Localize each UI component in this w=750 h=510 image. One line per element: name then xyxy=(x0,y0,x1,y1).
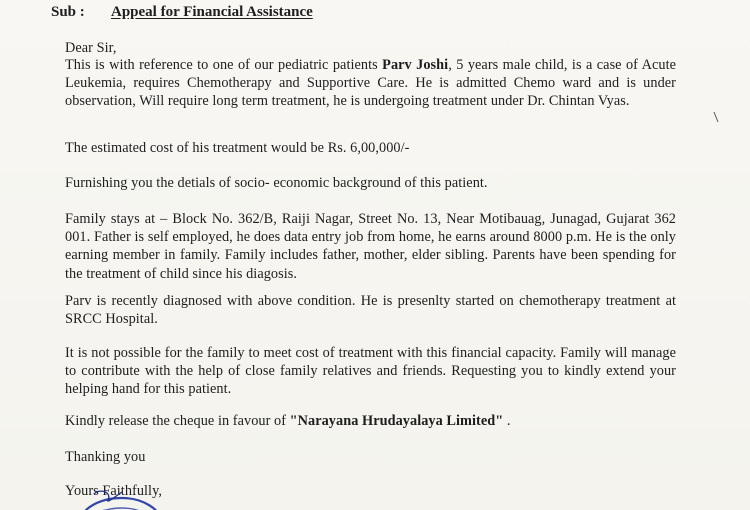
subject-text: Appeal for Financial Assistance xyxy=(111,4,313,20)
subject-line xyxy=(51,4,313,21)
hospital-stamp xyxy=(70,486,170,510)
patient-details-text: , 5 years male child, is a case of Acute Leukemia, requires Chemotherapy and Supportive Care. He is admitted Chemo ward and is under observation, Will require long term treatment, he is undergoing treatment under Dr. Chintan Vyas. xyxy=(65,57,676,110)
family-paragraph: Family stays at – Block No. 362/B, Raiji Nagar, Street No. 13, Near Motibauag, Junagad, Gujarat 362 001. Father is self employed, he does data entry job from home, he earns around 8000 p.m. He is the only earning member in family. Family includes father, mother, elder sibling. Parents have been spending for the treatment of child since his diagosis. xyxy=(65,211,676,282)
diagnosis-paragraph: Parv is recently diagnosed with above condition. He is presenlty started on chemotherapy treatment at SRCC Hospital. xyxy=(65,293,676,328)
cost-paragraph: The estimated cost of his treatment would be Rs. 6,00,000/- xyxy=(65,140,410,156)
thanking-line: Thanking you xyxy=(65,449,146,465)
cheque-text: Kindly release the cheque in favour of xyxy=(65,413,290,429)
cheque-paragraph xyxy=(65,412,676,430)
patient-name: Parv Joshi xyxy=(382,57,449,73)
salutation: Dear Sir, xyxy=(65,40,117,56)
subject-label: Sub : xyxy=(51,4,85,20)
furnishing-paragraph: Furnishing you the detials of socio- economic background of this patient. xyxy=(65,175,488,191)
cheque-end: . xyxy=(503,413,511,429)
margin-mark xyxy=(713,111,719,123)
closing-line: Yours Faithfully, xyxy=(65,483,162,499)
capacity-paragraph: It is not possible for the family to meet cost of treatment with this financial capacity. Family will manage to contribute with the help of close family relatives and friends. Requesting you to kindly extend your helping hand for this patient. xyxy=(65,345,676,398)
payee-name: "Narayana Hrudayalaya Limited" xyxy=(289,413,504,429)
patient-paragraph xyxy=(65,56,676,111)
patient-intro-text: This is with reference to one of our pediatric patients xyxy=(65,57,383,73)
